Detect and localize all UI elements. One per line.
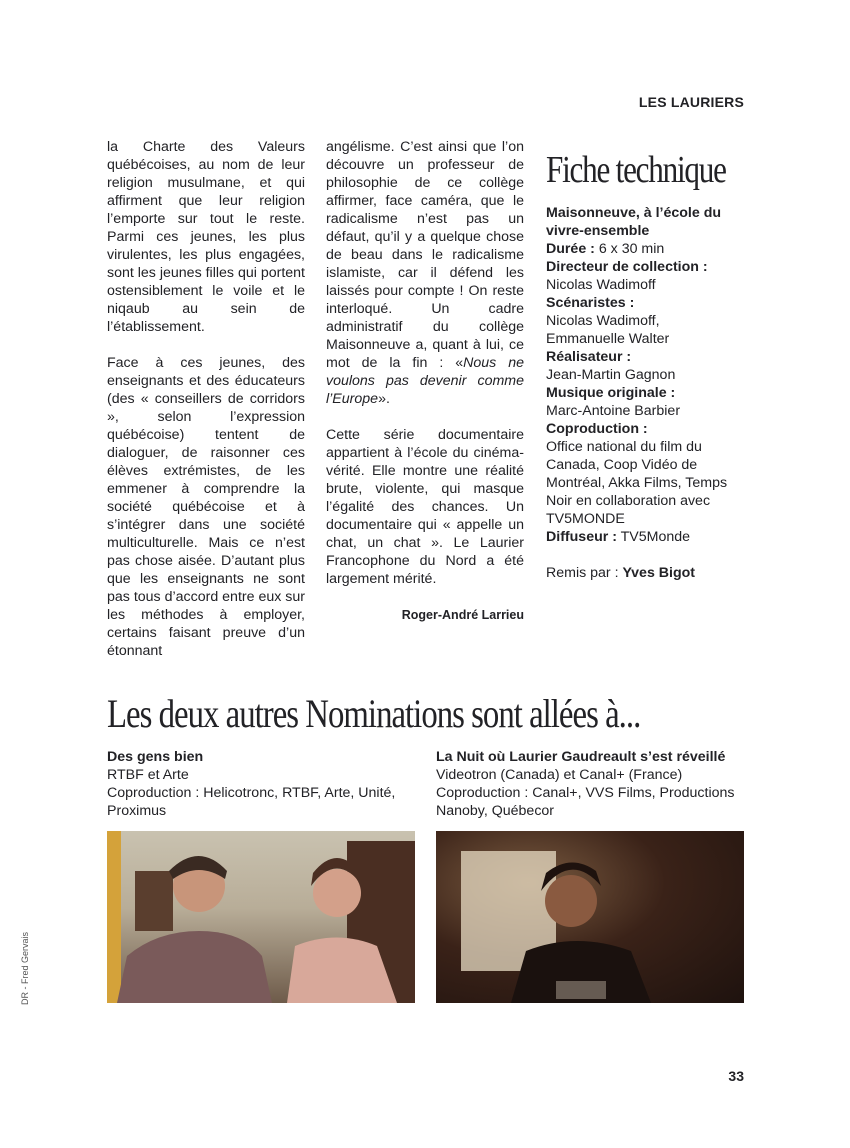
duree-row: Durée : 6 x 30 min [546,241,665,257]
diffuseur-row: Diffuseur : TV5Monde [546,529,691,545]
nomination-coproduction: Coproduction : Canal+, VVS Films, Productions Nanoby, Québecor [436,785,735,819]
still-image-des-gens-bien [107,831,415,1003]
page-number: 33 [728,1068,744,1084]
nomination-coproduction: Coproduction : Helicotronc, RTBF, Arte, Unité, Proximus [107,785,396,819]
realisateur-value: Jean-Martin Gagnon [546,367,676,383]
remis-par-row: Remis par : Yves Bigot [546,565,696,581]
nomination-title: Des gens bien [107,749,204,765]
nomination-title: La Nuit où Laurier Gaudreault s’est réveillé [436,749,726,765]
fiche-title: Fiche technique [546,149,726,191]
musique-value: Marc-Antoine Barbier [546,403,681,419]
musique-label: Musique originale : [546,385,676,401]
article-column-1 [107,138,305,678]
film-title: Maisonneuve, à l’école du vivre-ensemble [546,205,722,239]
quote: Nous ne voulons pas devenir comme l’Europe [326,355,525,407]
nomination-broadcaster: Videotron (Canada) et Canal+ (France) [436,767,683,783]
scenaristes-value: Nicolas Wadimoff, [546,313,660,329]
photo-illustration [436,831,744,1003]
fiche-technique [546,150,751,582]
article-column-2 [326,138,524,624]
nomination-broadcaster: RTBF et Arte [107,767,189,783]
paragraph: Cette série documentaire appartient à l’école du cinéma-vérité. Elle montre une réalité brute, violente, qui masque l’égalité des chances. Un documentaire qui « appelle un chat, un chat ». Le Laurier Francophone du Nord a été largement mérité. [326,427,524,587]
paragraph: angélisme. C’est ainsi que l’on découvre un professeur de philosophie de ce collège affirmer, face caméra, que le radicalisme n’est pas un défaut, qu’il y a quelque chose de beau dans le radicalisme islamiste, car il défend les laissés pour compte ! On reste interloqué. Un cadre administratif du collège Maisonneuve a, quant à lui, ce mot de la fin : «Nous ne voulons pas devenir comme l’Europe». [326,139,525,407]
scenaristes-label: Scénaristes : [546,295,635,311]
paragraph: la Charte des Valeurs québécoises, au nom de leur religion musulmane, et qui affirment que leur religion l’emporte sur tout le reste. Parmi ces jeunes, les plus virulentes, les plus engagées, sont les jeunes filles qui portent ostensiblement le voile et le niqaub au sein de l’établissement. [107,139,305,335]
paragraph: Face à ces jeunes, des enseignants et des éducateurs (des « conseillers de corridors », selon l’expression québécoise) tentent de dialoguer, de raisonner ces élèves extrémistes, de les emmener à comprendre la société québécoise et à s’intégrer dans une société multiculturelle. Mais ce n’est pas chose aisée. D’autant plus que les enseignants ne sont pas tous d’accord entre eux sur les méthodes à employer, certains faisant preuve d’un étonnant [107,355,305,659]
photo-credit: DR - Fred Gervais [20,931,30,1005]
coproduction-value: Office national du film du Canada, Coop Vidéo de Montréal, Akka Films, Temps Noir en collaboration avec TV5MONDE [546,439,728,527]
coproduction-label: Coproduction : [546,421,648,437]
directeur-value: Nicolas Wadimoff [546,277,656,293]
nomination-item [436,748,756,820]
scenaristes-value: Emmanuelle Walter [546,331,670,347]
section-header: LES LAURIERS [638,94,744,110]
nominations-title: Les deux autres Nominations sont allées à... [107,691,641,736]
realisateur-label: Réalisateur : [546,349,632,365]
photo-illustration [107,831,415,1003]
still-image-la-nuit [436,831,744,1003]
directeur-label: Directeur de collection : [546,259,708,275]
nomination-item [107,748,417,820]
author-byline: Roger-André Larrieu [401,608,524,622]
